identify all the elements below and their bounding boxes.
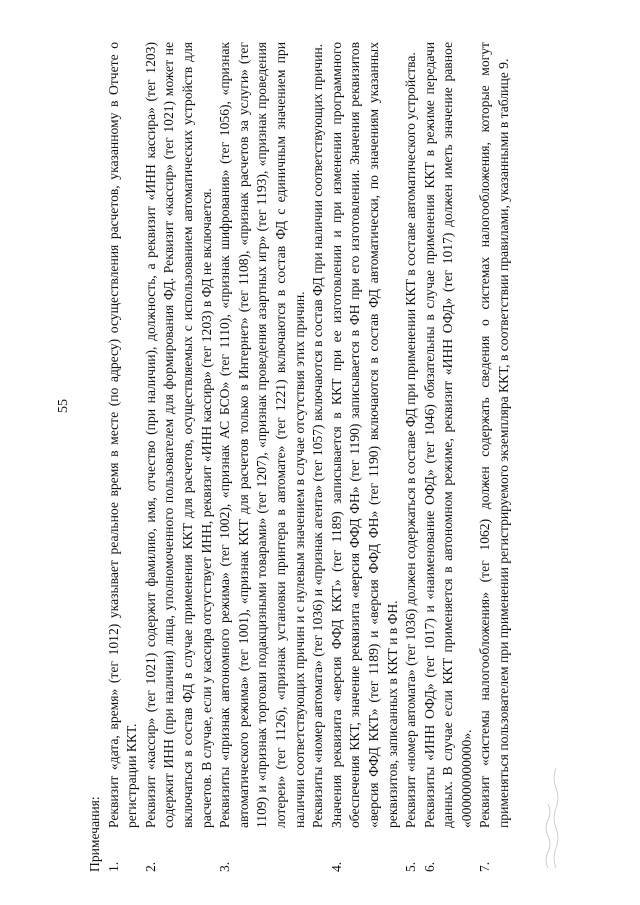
note-item [421,42,477,872]
note-number: 1. [105,861,121,872]
note-number: 5. [403,861,419,872]
note-number: 3. [217,861,233,872]
note-text: Реквизиты «номер автомата» (тег 1036) и «признак агента» (тег 1057) включаются в состав ФД при наличии соответствующих причин. [310,43,326,828]
note-item [216,42,328,872]
note-number: 6. [421,861,437,872]
note-text: Значения реквизита «версия ФФД ККТ» (тег 1189) записывается в ККТ при ее изготовлении и при изменении программного обеспечения ККТ, значение реквизита «версия ФФД ФН» (тег 1190) записывается в ФН при его изготовлении. Значения реквизитов «версия ФФД ККТ» (тег 1189) и «версия ФФД ФН» (тег 1190) включаются в состав ФД автоматически, по значениям указанных реквизитов, записанных в ККТ и в ФН. [328,42,400,828]
note-item [476,42,513,872]
note-item [142,42,216,872]
note-text: Реквизиты «ИНН ОФД» (тег 1017) и «наименование ОФД» (тег 1046) обязательны в случае применения ККТ в режиме передачи данных. В случае если ККТ применяется в автономном режиме, реквизит «ИНН ОФД» (тег 1017) должен иметь значение равное «000000000000». [421,42,474,828]
note-text: Реквизиты «признак автономного режима» (тег 1002), «признак АС БСО» (тег 1110), «признак шифрования» (тег 1056), «признак автоматического режима» (тег 1001), «признак ККТ для расчетов только в Интернет» (тег 1108), «признак расчетов за услуги» (тег 1109) и «признак торговли подакцизными товарами» (тег 1207), «признак проведения азартных игр» (тег 1193), «признак проведения лотереи» (тег 1126), «признак установки принтера в автомате» (тег 1221) включаются в состав ФД с единичным значением при наличии соответствующих причин и с нулевым значением в случае отсутствия этих причин. [217,42,307,828]
note-number: 2. [142,861,158,872]
rotated-content [44,18,604,878]
page-number: 55 [56,399,71,413]
note-item [105,42,142,872]
note-text: Реквизит «кассир» (тег 1021) содержит фамилию, имя, отчество (при наличии), должность, а реквизит «ИНН кассира» (тег 1203) содержит ИНН (при наличии) лица, уполномоченного пользователем для формирования ФД. Реквизит «кассир» (тег 1021) может не включаться в состав ФД в случае применения ККТ для расчетов, осуществляемых с использованием автоматических устройств для расчетов. В случае, если у кассира отсутствует ИНН, реквизит «ИНН кассира» (тег 1203) в ФД не включается. [142,42,214,828]
notes-section [86,42,514,872]
note-text: Реквизит «номер автомата» (тег 1036) должен содержаться в составе ФД при применении ККТ в составе автоматического устройства. [403,52,419,828]
notes-title: Примечания: [87,796,102,872]
faint-scribble-icon [542,760,560,870]
note-text: Реквизит «дата, время» (тег 1012) указывает реальное время в месте (по адресу) осуществления расчетов, указанному в Отчете о регистрации ККТ. [105,42,140,828]
note-item [328,42,402,872]
note-text: Реквизит «системы налогообложения» (тег 1062) должен содержать сведения о системах налогообложения, которые могут применяться пользователем при применении регистрируемого экземпляра ККТ, в соответствии правилами, указанными в таблице 9. [477,42,512,828]
note-number: 7. [477,861,493,872]
note-item [402,42,421,872]
note-number: 4. [328,861,344,872]
faint-bleed-through-mark [542,760,563,870]
